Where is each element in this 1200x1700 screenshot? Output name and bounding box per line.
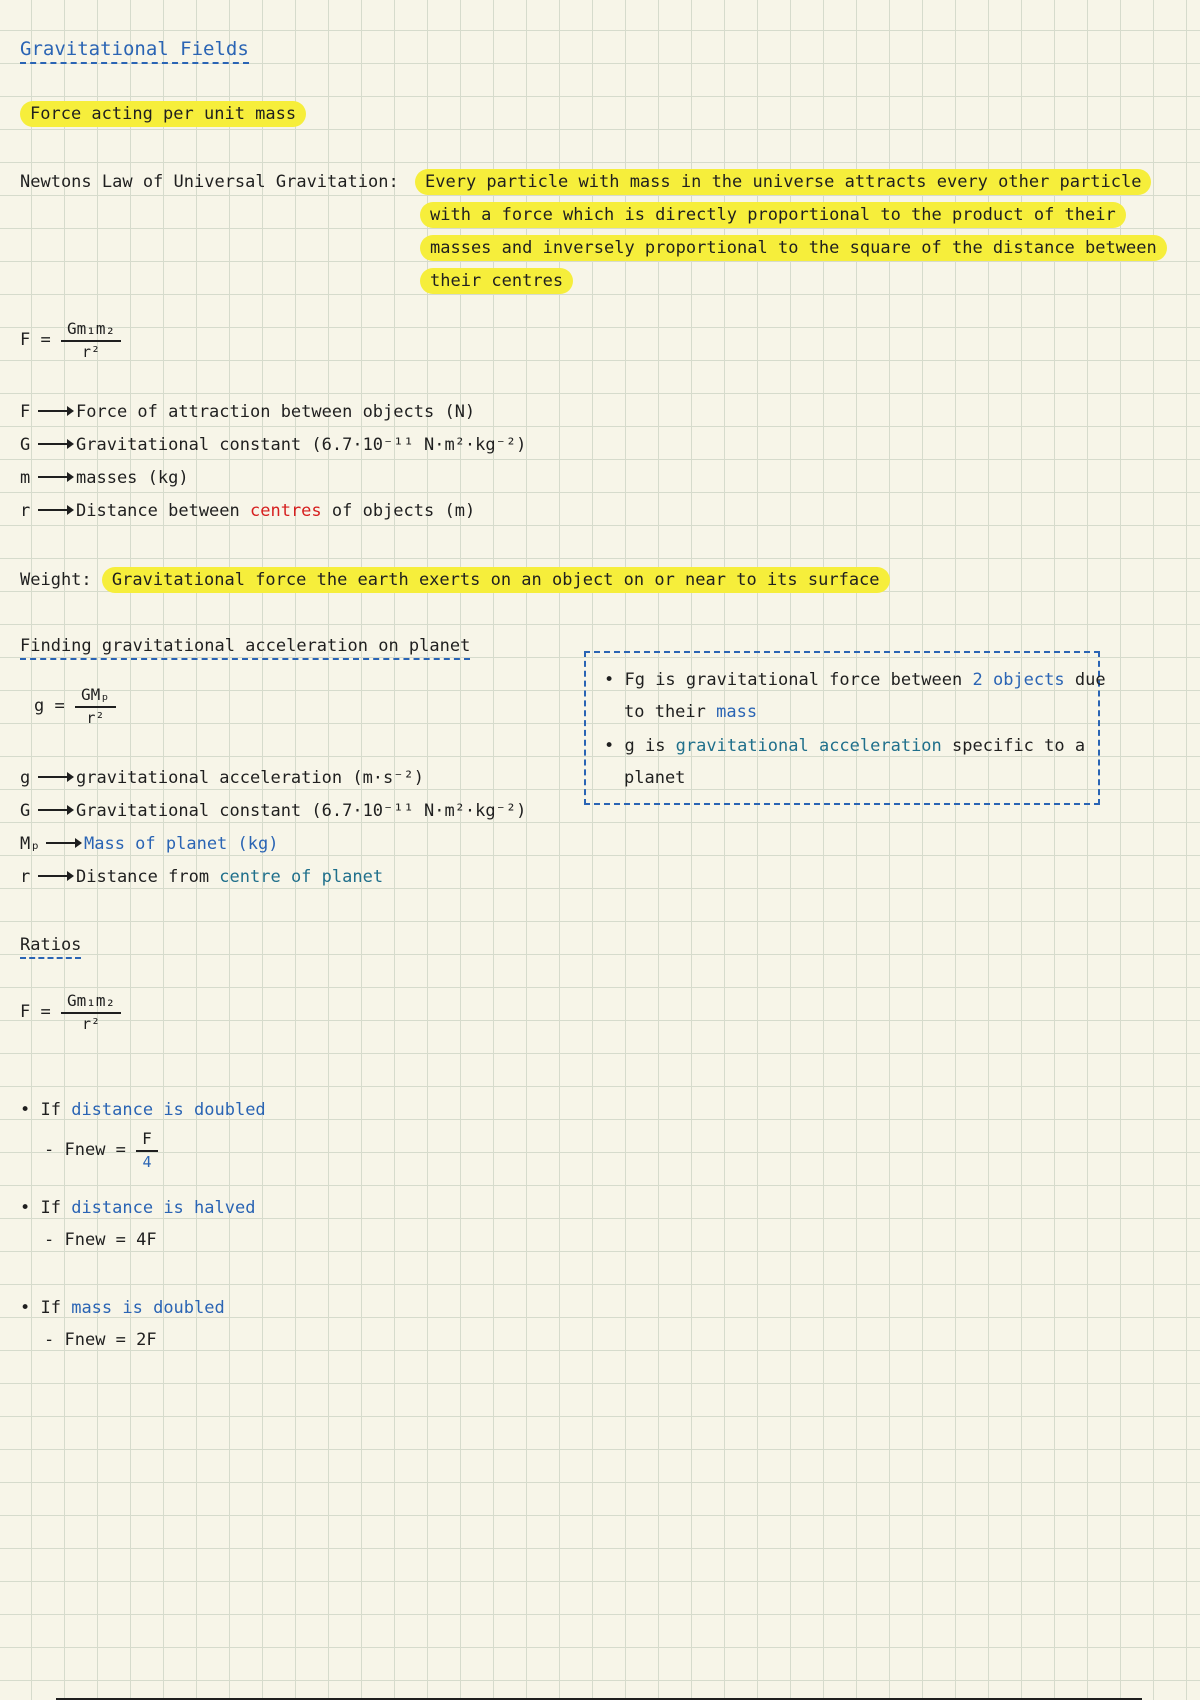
- weight-text: Gravitational force the earth exerts on an object on or near to its surface: [102, 567, 890, 593]
- arrow-icon: [38, 410, 72, 412]
- formula-gravitation: [20, 318, 121, 362]
- note-2: • g is gravitational acceleration specific to a: [604, 736, 1086, 756]
- formula-fraction: [75, 684, 116, 728]
- ratio-condition: • If distance is doubled: [20, 1100, 266, 1120]
- note-2-line-2: planet: [624, 768, 686, 788]
- var-row: r Distance from centre of planet: [20, 867, 384, 887]
- formula-denominator: r²: [86, 709, 105, 727]
- newton-label: Newtons Law of Universal Gravitation:: [20, 172, 399, 192]
- weight-label: Weight:: [20, 570, 92, 590]
- newton-line-4: their centres: [420, 271, 573, 291]
- arrow-icon: [38, 809, 72, 811]
- var-row: r Distance between centres of objects (m): [20, 501, 476, 521]
- ratio-result: - Fnew = 2F: [44, 1330, 157, 1350]
- ratio-condition: • If distance is halved: [20, 1198, 256, 1218]
- ratio-result: - Fnew = $\frac{F}{4}$: [44, 1128, 158, 1172]
- ratio-fraction: $\frac{F}{4}$: [136, 1128, 158, 1172]
- note-1: • Fg is gravitational force between 2 objects due: [604, 670, 1106, 690]
- formula-numerator: Gm₁m₂: [61, 318, 121, 342]
- formula-lhs: F =: [20, 330, 51, 350]
- formula-fraction: [61, 318, 121, 362]
- formula-denominator: r²: [82, 343, 101, 361]
- var-row: G Gravitational constant (6.7·10⁻¹¹ N·m²·kg⁻²): [20, 435, 527, 455]
- arrow-icon: [38, 443, 72, 445]
- arrow-icon: [38, 476, 72, 478]
- arrow-icon: [38, 509, 72, 511]
- formula-ratio: [20, 990, 121, 1034]
- var-row: Mₚ Mass of planet (kg): [20, 834, 279, 854]
- formula-g: [34, 684, 116, 728]
- ratio-condition: • If mass is doubled: [20, 1298, 225, 1318]
- var-row: F Force of attraction between objects (N): [20, 402, 476, 422]
- formula-lhs: F =: [20, 1002, 51, 1022]
- section-heading: Finding gravitational acceleration on planet: [20, 636, 470, 660]
- newton-line-3: masses and inversely proportional to the square of the distance between: [420, 238, 1167, 258]
- definition: [20, 104, 306, 124]
- note-1-line-2: to their mass: [624, 702, 758, 722]
- formula-numerator: Gm₁m₂: [61, 990, 121, 1014]
- weight-definition: [20, 570, 890, 590]
- var-row: g gravitational acceleration (m·s⁻²): [20, 768, 424, 788]
- newton-line-2: with a force which is directly proportional to the product of their: [420, 205, 1126, 225]
- page-title: Gravitational Fields: [20, 38, 249, 64]
- definition-text: Force acting per unit mass: [20, 101, 306, 127]
- var-row: G Gravitational constant (6.7·10⁻¹¹ N·m²·kg⁻²): [20, 801, 527, 821]
- ratio-result: - Fnew = 4F: [44, 1230, 157, 1250]
- newton-line-1: Every particle with mass in the universe attracts every other particle: [415, 172, 1151, 192]
- formula-fraction: [61, 990, 121, 1034]
- formula-numerator: GMₚ: [75, 684, 116, 708]
- arrow-icon: [38, 875, 72, 877]
- var-row: m masses (kg): [20, 468, 189, 488]
- arrow-icon: [46, 842, 80, 844]
- formula-denominator: r²: [82, 1015, 101, 1033]
- formula-lhs: g =: [34, 696, 65, 716]
- arrow-icon: [38, 776, 72, 778]
- ratios-heading: Ratios: [20, 935, 81, 959]
